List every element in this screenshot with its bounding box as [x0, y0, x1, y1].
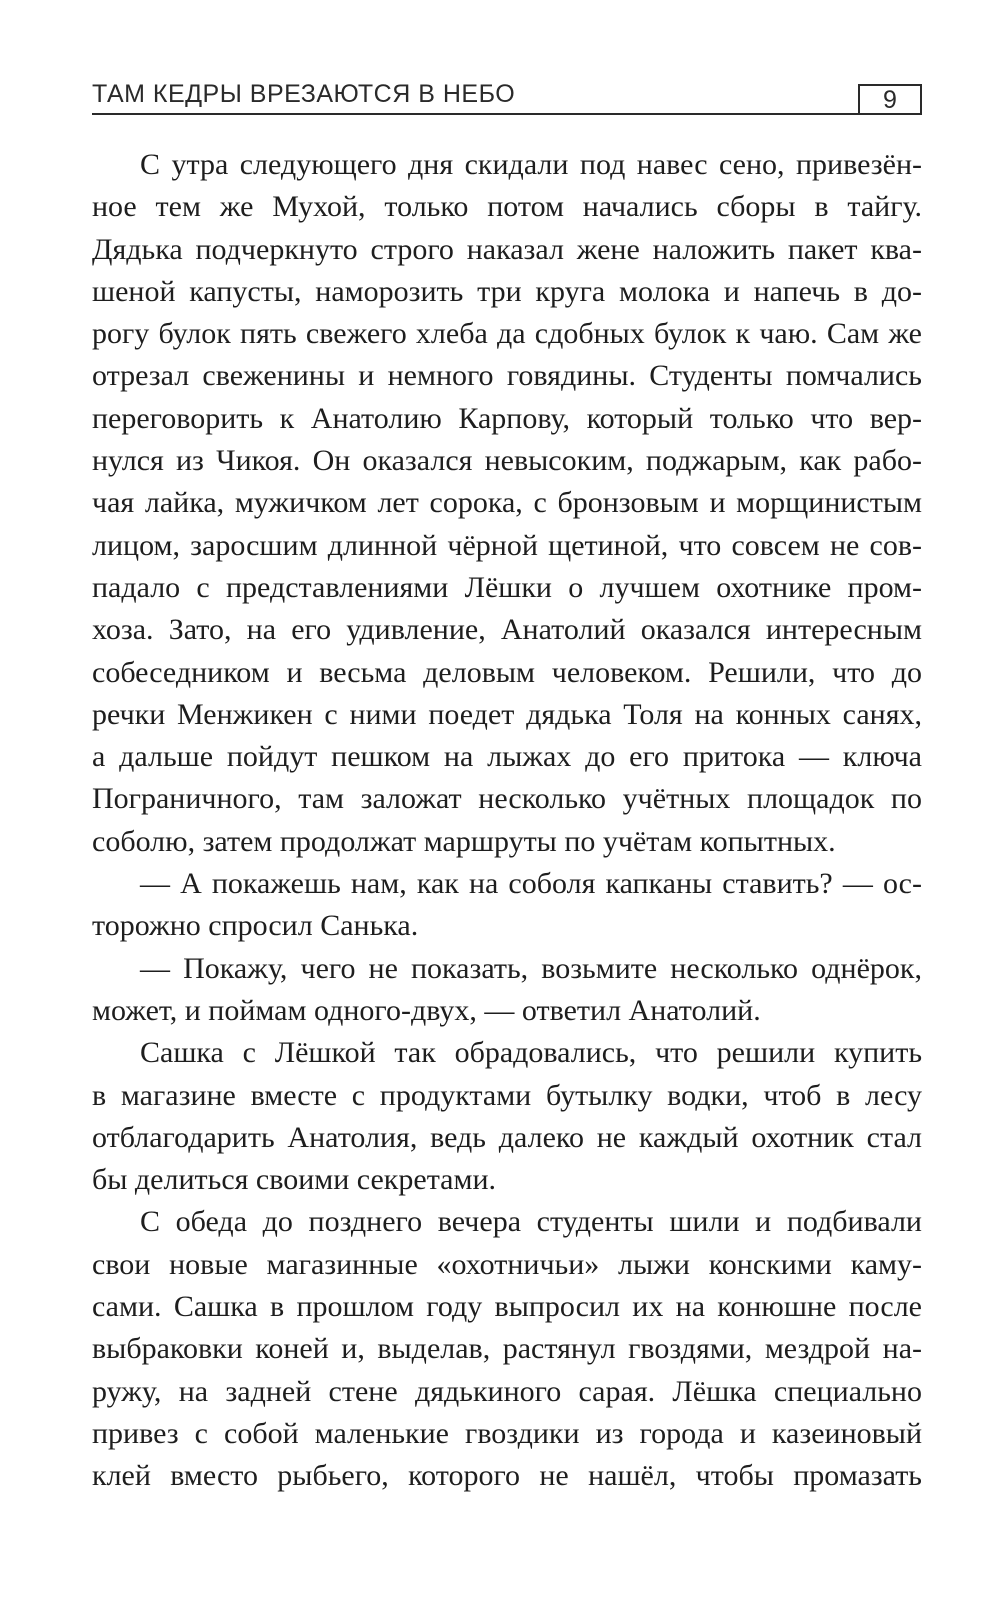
- text-line: ружу, на задней стене дядькиного сарая. Лёшка специально: [92, 1374, 922, 1408]
- text-line: ное тем же Мухой, только потом начались сборы в тайгу.: [92, 190, 922, 224]
- text-line: выбраковки коней и, выделав, растянул гвоздями, мездрой на-: [92, 1332, 922, 1366]
- text-line: Сашка с Лёшкой так обрадовались, что решили купить: [140, 1036, 922, 1070]
- text-line: а дальше пойдут пешком на лыжах до его притока — ключа: [92, 740, 922, 774]
- header-rule: [92, 113, 922, 115]
- text-line: чая лайка, мужичком лет сорока, с бронзовым и морщинистым: [92, 486, 922, 520]
- text-line: падало с представлениями Лёшки о лучшем охотнике пром-: [92, 570, 922, 604]
- paragraph: [92, 1032, 922, 1201]
- text-line: соболю, затем продолжат маршруты по учётам копытных.: [92, 824, 836, 858]
- paragraph: [92, 1201, 922, 1497]
- text-line: речки Менжикен с ними поедет дядька Толя на конных санях,: [92, 697, 922, 731]
- text-line: отблагодарить Анатолия, ведь далеко не каждый охотник стал: [92, 1120, 922, 1154]
- text-line: Пограничного, там заложат несколько учётных площадок по: [92, 782, 922, 816]
- dialogue-paragraph: [92, 948, 922, 1033]
- text-line: нулся из Чикоя. Он оказался невысоким, поджарым, как рабо-: [92, 444, 922, 478]
- running-header: [92, 80, 922, 118]
- book-title: ТАМ КЕДРЫ ВРЕЗАЮТСЯ В НЕБО: [92, 80, 516, 108]
- body-text: [92, 144, 922, 1498]
- text-line: лицом, заросшим длинной чёрной щетиной, что совсем не сов-: [92, 528, 922, 562]
- text-line: Дядька подчеркнуто строго наказал жене наложить пакет ква-: [92, 232, 922, 266]
- paragraph: [92, 144, 922, 863]
- dialogue-paragraph: [92, 863, 922, 948]
- text-line: — Покажу, чего не показать, возьмите несколько однёрок,: [140, 951, 922, 985]
- text-line: сами. Сашка в прошлом году выпросил их на конюшне после: [92, 1290, 922, 1324]
- text-line: рогу булок пять свежего хлеба да сдобных булок к чаю. Сам же: [92, 317, 922, 351]
- text-line: — А покажешь нам, как на соболя капканы ставить? — ос-: [140, 867, 922, 901]
- text-line: свои новые магазинные «охотничьи» лыжи конскими каму-: [92, 1247, 922, 1281]
- text-line: собеседником и весьма деловым человеком. Решили, что до: [92, 655, 922, 689]
- text-line: отрезал свеженины и немного говядины. Студенты помчались: [92, 359, 922, 393]
- text-line: бы делиться своими секретами.: [92, 1163, 497, 1197]
- text-line: С обеда до позднего вечера студенты шили и подбивали: [140, 1205, 922, 1239]
- text-line: С утра следующего дня скидали под навес сено, привезён-: [140, 148, 922, 181]
- text-line: может, и поймам одного-двух, — ответил Анатолий.: [92, 993, 761, 1027]
- text-line: хоза. Зато, на его удивление, Анатолий оказался интересным: [92, 613, 922, 647]
- page-number: 9: [858, 84, 922, 115]
- text-line: переговорить к Анатолию Карпову, который только что вер-: [92, 401, 922, 435]
- text-line: торожно спросил Санька.: [92, 909, 419, 943]
- text-line: в магазине вместе с продуктами бутылку водки, чтоб в лесу: [92, 1078, 922, 1112]
- text-line: шеной капусты, наморозить три круга молока и напечь в до-: [92, 274, 922, 308]
- text-line: привез с собой маленькие гвоздики из города и казеиновый: [92, 1416, 922, 1450]
- text-line: клей вместо рыбьего, которого не нашёл, чтобы промазать: [92, 1459, 922, 1493]
